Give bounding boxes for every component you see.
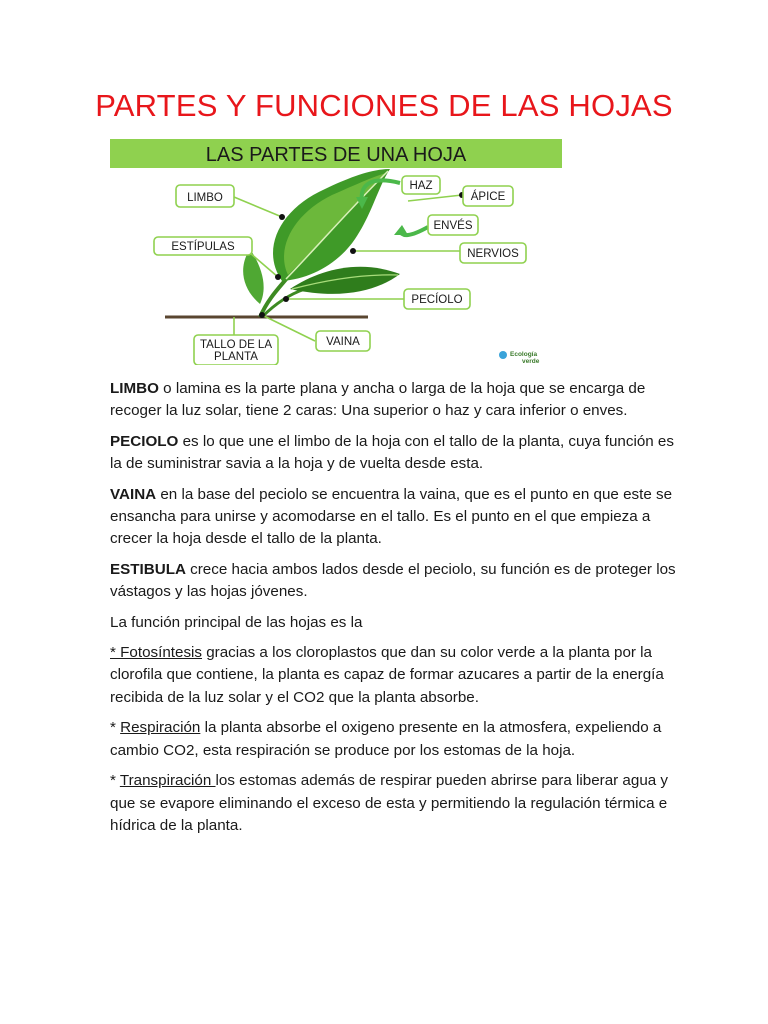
paragraph-estibula: ESTIBULA crece hacia ambos lados desde el peciolo, su función es de proteger los vástagos y las hojas jóvenes.	[110, 560, 676, 601]
diagram-banner-text: LAS PARTES DE UNA HOJA	[205, 144, 467, 166]
label-tallo-line1: TALLO DE LA	[199, 339, 273, 351]
paragraph-vaina: VAINA en la base del peciolo se encuentra la vaina, que es el punto en que este se ensancha para unirse y acomodarse en el tallo. Es el punto en el que empieza a crecer la hoja desde el tallo de la planta.	[110, 485, 673, 548]
page-title: PARTES Y FUNCIONES DE LAS HOJAS	[95, 88, 673, 123]
label-estipulas: ESTÍPULAS	[171, 241, 235, 253]
paragraph-intro: La función principal de las hojas es la	[110, 613, 363, 631]
label-peciolo: PECÍOLO	[411, 294, 463, 306]
label-vaina: VAINA	[326, 336, 360, 348]
label-apice: ÁPICE	[470, 191, 506, 203]
logo-line2: verde	[522, 358, 540, 365]
paragraph-limbo: LIMBO o lamina es la parte plana y ancha o larga de la hoja que se encarga de recoger la luz solar, tiene 2 caras: Una superior o haz y cara inferior o enves.	[110, 380, 646, 420]
label-limbo: LIMBO	[187, 192, 223, 204]
leaf-small	[243, 249, 264, 304]
label-nervios: NERVIOS	[467, 248, 519, 260]
ecologia-verde-logo-icon	[499, 351, 507, 359]
paragraph-respiracion: * Respiración la planta absorbe el oxigeno presente en la atmosfera, expeliendo a cambio CO2, esta respiración se produce por los estomas de la hoja.	[110, 719, 662, 759]
document-body	[110, 378, 680, 845]
paragraph-fotosintesis: * Fotosíntesis gracias a los cloroplastos que dan su color verde a la planta por la clorofila que contiene, la planta es capaz de formar azucares a partir de la energía recibida de la luz solar y el CO2 que la planta absorbe.	[110, 644, 664, 706]
logo-line1: Ecología	[510, 351, 538, 358]
leaf-parts-diagram	[110, 139, 562, 365]
paragraph-peciolo: PECIOLO es lo que une el limbo de la hoja con el tallo de la planta, cuya función es la de suministrar savia a la hoja y de vuelta desde esta.	[110, 432, 674, 473]
label-enves: ENVÉS	[433, 220, 473, 232]
label-tallo-line2: PLANTA	[214, 351, 258, 363]
label-haz: HAZ	[409, 180, 433, 192]
paragraph-transpiracion: * Transpiración los estomas además de respirar pueden abrirse para liberar agua y que se evapore eliminando el exceso de esta y permitiendo la regulación térmica e hídrica de la planta.	[110, 772, 669, 834]
